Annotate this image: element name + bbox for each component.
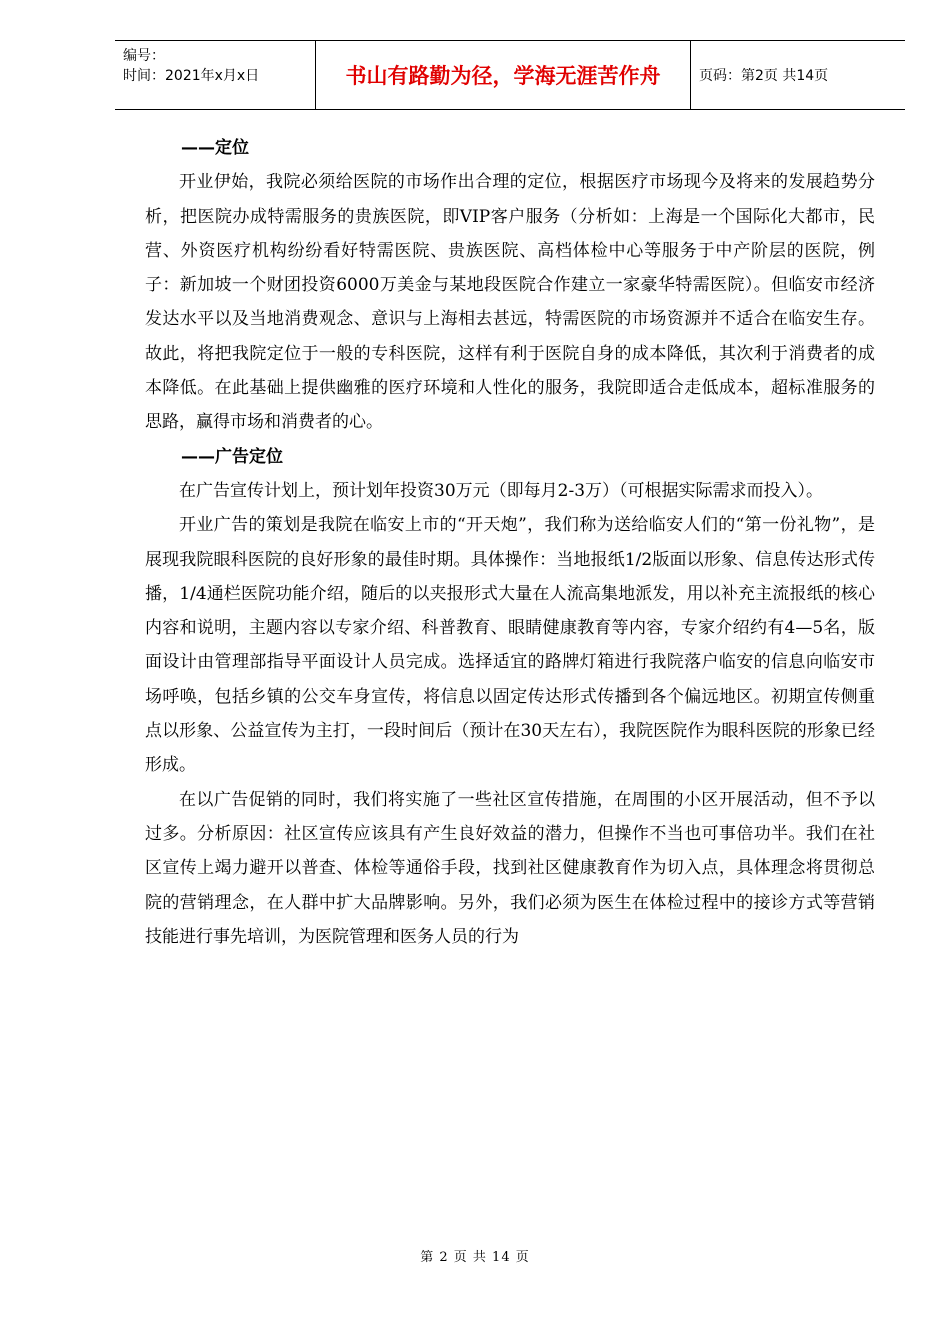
page-label: 页码：第2页 共14页 [699, 68, 829, 84]
header-page-cell [691, 41, 905, 109]
section-title-positioning: ——定位 [181, 138, 249, 158]
paragraph: 在广告宣传计划上，预计划年投资30万元（即每月2-3万）（可根据实际需求而投入）。 [179, 480, 824, 501]
number-label: 编号： [123, 48, 165, 64]
paragraph: 开业伊始，我院必须给医院的市场作出合理的定位，根据医疗市场现今及将来的发展趋势分析，把医院办成特需服务的贵族医院，即VIP客户服务（分析如：上海是一个国际化大都市，民营、外资医疗机构纷纷看好特需医院、贵族医院、高档体检中心等服务于中产阶层的医院，例子：新加坡一个财团投资6000万美金与某地段医院合作建立一家豪华特需医院）。但临安市经济发达水平以及当地消费观念、意识与上海相去甚远，特需医院的市场资源并不适合在临安生存。故此，将把我院定位于一般的专科医院，这样有利于医院自身的成本降低，其次利于消费者的成本降低。在此基础上提供幽雅的医疗环境和人性化的服务，我院即适合走低成本，超标准服务的思路，赢得市场和消费者的心。 [145, 172, 875, 433]
paragraph: 开业广告的策划是我院在临安上市的“开天炮”，我们称为送给临安人们的“第一份礼物”，是展现我院眼科医院的良好形象的最佳时期。具体操作：当地报纸1/2版面以形象、信息传达形式传播，1/4通栏医院功能介绍，随后的以夹报形式大量在人流高集地派发，用以补充主流报纸的核心内容和说明，主题内容以专家介绍、科普教育、眼睛健康教育等内容，专家介绍约有4—5名，版面设计由管理部指导平面设计人员完成。选择适宜的路牌灯箱进行我院落户临安的信息向临安市场呼唤，包括乡镇的公交车身宣传，将信息以固定传达形式传播到各个偏远地区。初期宣传侧重点以形象、公益宣传为主打，一段时间后（预计在30天左右），我院医院作为眼科医院的形象已经形成。 [145, 515, 875, 776]
header-motto: 书山有路勤为径，学海无涯苦作舟 [315, 41, 691, 109]
paragraph: 在以广告促销的同时，我们将实施了一些社区宣传措施，在周围的小区开展活动，但不予以过多。分析原因：社区宣传应该具有产生良好效益的潜力，但操作不当也可事倍功半。我们在社区宣传上竭力避开以普查、体检等通俗手段，找到社区健康教育作为切入点，具体理念将贯彻总院的营销理念，在人群中扩大品牌影响。另外，我们必须为医生在体检过程中的接诊方式等营销技能进行事先培训，为医院管理和医务人员的行为 [145, 789, 875, 947]
page-footer: 第 2 页 共 14 页 [420, 1250, 530, 1265]
header-meta-cell [115, 41, 315, 109]
section-title-ad-positioning: ——广告定位 [181, 446, 283, 467]
document-header [115, 40, 905, 110]
time-label: 时间：2021年x月x日 [123, 68, 260, 84]
document-body [145, 131, 875, 954]
